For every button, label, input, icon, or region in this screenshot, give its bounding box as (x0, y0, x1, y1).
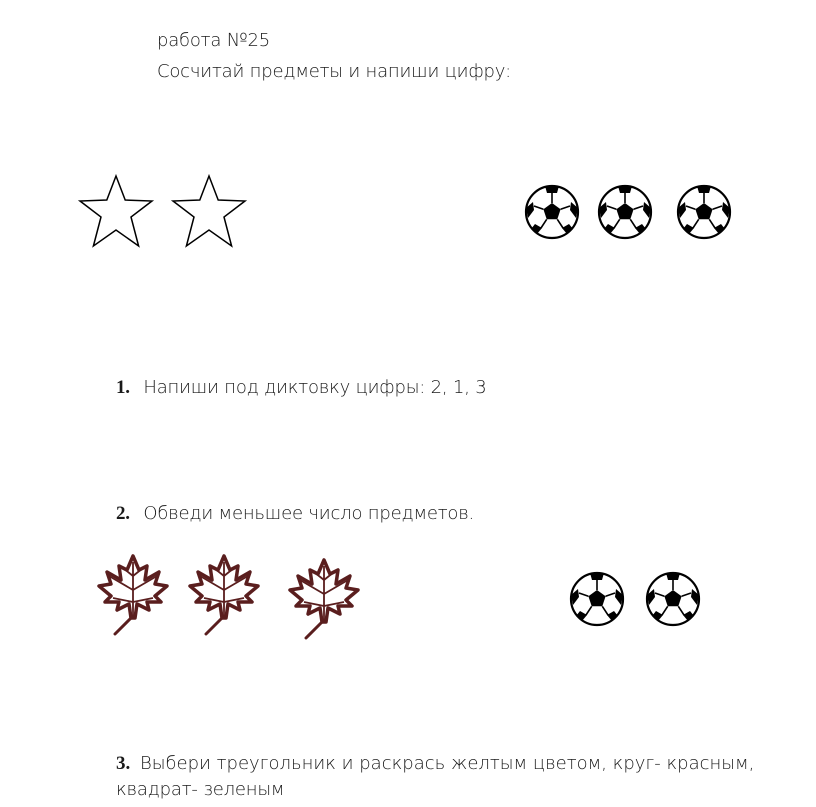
maple-leaf-icon (284, 557, 364, 643)
maple-leaf-icon (184, 553, 264, 639)
star-icon (76, 174, 156, 250)
star-icon (169, 174, 249, 250)
task-2-text: Обведи меньшее число предметов. (143, 503, 475, 524)
task-2 (116, 503, 474, 525)
task-3-number: 3. (116, 753, 131, 774)
task-1-text: Напиши под диктовку цифры: 2, 1, 3 (143, 377, 487, 398)
soccer-ball-icon (643, 569, 703, 629)
soccer-ball-icon (567, 569, 627, 629)
soccer-ball-icon (522, 182, 582, 242)
soccer-ball-icon (674, 182, 734, 242)
task-2-number: 2. (116, 503, 130, 524)
task-3-text-line-1: Выбери треугольник и раскрась желтым цветом, круг- красным, (139, 753, 755, 774)
work-number-heading: работа №25 (157, 30, 270, 51)
task-1 (116, 377, 487, 399)
count-instruction: Сосчитай предметы и напиши цифру: (157, 61, 512, 82)
task-3-line-1 (116, 753, 755, 775)
maple-leaf-icon (93, 553, 173, 639)
task-1-number: 1. (116, 377, 130, 398)
soccer-ball-icon (595, 182, 655, 242)
task-3-text-line-2: квадрат- зеленым (116, 779, 285, 800)
